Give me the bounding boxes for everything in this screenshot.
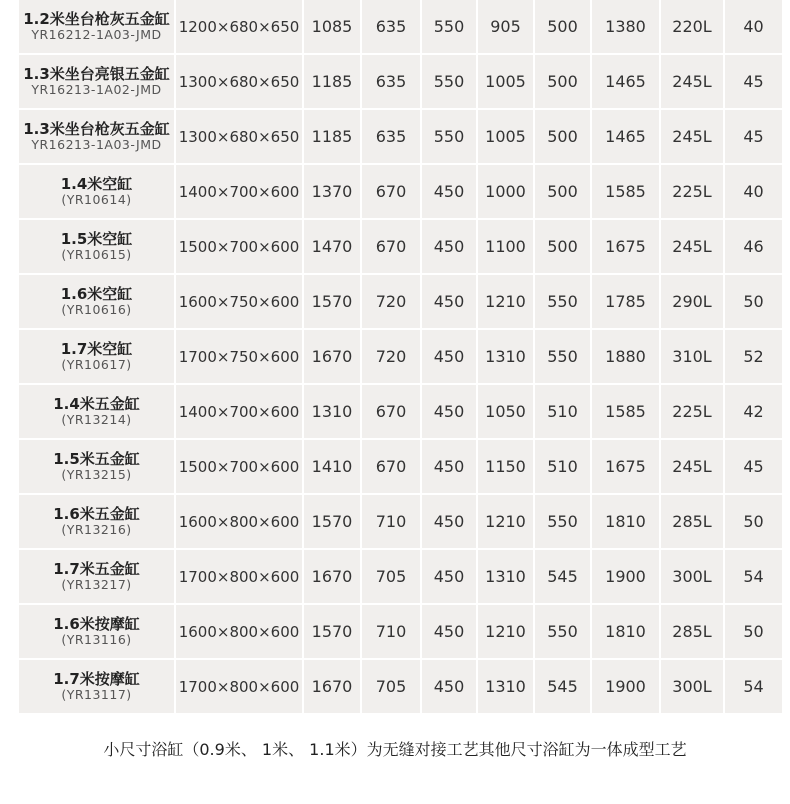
model-code: YR16213-1A03-JMD (31, 136, 162, 152)
value-cell-2: 670 (362, 385, 422, 440)
model-cell (19, 605, 176, 660)
model-code: (YR13117) (61, 686, 132, 702)
value-cell-1: 1670 (304, 550, 362, 605)
value-cell-3: 550 (422, 110, 478, 165)
value-cell-5: 550 (535, 330, 592, 385)
volume-cell: 310L (661, 330, 725, 385)
value-cell-1: 1185 (304, 55, 362, 110)
value-cell-5: 500 (535, 110, 592, 165)
volume-cell: 225L (661, 165, 725, 220)
value-cell-4: 1310 (478, 550, 535, 605)
value-cell-3: 550 (422, 55, 478, 110)
model-name: 1.3米坐台亮银五金缸 (23, 64, 170, 83)
volume-cell: 220L (661, 0, 725, 55)
value-cell-6: 1900 (592, 660, 661, 715)
weight-cell: 50 (725, 605, 782, 660)
value-cell-3: 450 (422, 165, 478, 220)
value-cell-5: 550 (535, 605, 592, 660)
value-cell-4: 1310 (478, 660, 535, 715)
volume-cell: 290L (661, 275, 725, 330)
model-name: 1.2米坐台枪灰五金缸 (23, 9, 170, 28)
value-cell-4: 1100 (478, 220, 535, 275)
value-cell-4: 1310 (478, 330, 535, 385)
model-code: (YR13214) (61, 411, 132, 427)
value-cell-6: 1675 (592, 440, 661, 495)
model-code: YR16212-1A03-JMD (31, 26, 162, 42)
size-cell: 1500×700×600 (176, 220, 304, 275)
value-cell-4: 1050 (478, 385, 535, 440)
weight-cell: 54 (725, 550, 782, 605)
table-row (19, 220, 782, 275)
model-name: 1.6米按摩缸 (53, 614, 140, 633)
size-cell: 1700×800×600 (176, 660, 304, 715)
value-cell-5: 500 (535, 220, 592, 275)
value-cell-2: 720 (362, 275, 422, 330)
value-cell-2: 720 (362, 330, 422, 385)
value-cell-2: 635 (362, 55, 422, 110)
spec-table-body (19, 0, 782, 715)
size-cell: 1600×800×600 (176, 605, 304, 660)
value-cell-5: 550 (535, 275, 592, 330)
model-name: 1.6米空缸 (60, 284, 133, 303)
size-cell: 1500×700×600 (176, 440, 304, 495)
model-code: (YR13116) (61, 631, 132, 647)
model-cell (19, 220, 176, 275)
value-cell-3: 550 (422, 0, 478, 55)
value-cell-6: 1900 (592, 550, 661, 605)
value-cell-6: 1585 (592, 385, 661, 440)
value-cell-1: 1185 (304, 110, 362, 165)
value-cell-1: 1570 (304, 495, 362, 550)
size-cell: 1700×750×600 (176, 330, 304, 385)
model-cell (19, 0, 176, 55)
value-cell-3: 450 (422, 220, 478, 275)
model-code: (YR13217) (61, 576, 132, 592)
table-row (19, 495, 782, 550)
weight-cell: 45 (725, 55, 782, 110)
size-cell: 1700×800×600 (176, 550, 304, 605)
model-name: 1.6米五金缸 (53, 504, 140, 523)
model-code: (YR10617) (61, 356, 132, 372)
value-cell-2: 705 (362, 550, 422, 605)
table-row (19, 605, 782, 660)
value-cell-5: 545 (535, 660, 592, 715)
model-code: YR16213-1A02-JMD (31, 81, 162, 97)
model-name: 1.4米五金缸 (53, 394, 140, 413)
volume-cell: 300L (661, 660, 725, 715)
value-cell-4: 1005 (478, 55, 535, 110)
value-cell-3: 450 (422, 550, 478, 605)
value-cell-5: 545 (535, 550, 592, 605)
value-cell-1: 1410 (304, 440, 362, 495)
volume-cell: 245L (661, 220, 725, 275)
value-cell-4: 1210 (478, 495, 535, 550)
model-code: (YR13215) (61, 466, 132, 482)
weight-cell: 45 (725, 110, 782, 165)
value-cell-1: 1670 (304, 330, 362, 385)
value-cell-1: 1370 (304, 165, 362, 220)
value-cell-2: 670 (362, 440, 422, 495)
model-name: 1.3米坐台枪灰五金缸 (23, 119, 170, 138)
value-cell-5: 500 (535, 165, 592, 220)
value-cell-6: 1880 (592, 330, 661, 385)
size-cell: 1200×680×650 (176, 0, 304, 55)
table-row (19, 440, 782, 495)
model-name: 1.7米按摩缸 (53, 669, 140, 688)
model-code: (YR10614) (61, 191, 132, 207)
model-cell (19, 275, 176, 330)
weight-cell: 40 (725, 0, 782, 55)
volume-cell: 285L (661, 605, 725, 660)
size-cell: 1600×750×600 (176, 275, 304, 330)
value-cell-2: 670 (362, 220, 422, 275)
model-name: 1.4米空缸 (60, 174, 133, 193)
weight-cell: 46 (725, 220, 782, 275)
size-cell: 1300×680×650 (176, 55, 304, 110)
weight-cell: 50 (725, 275, 782, 330)
table-row (19, 385, 782, 440)
value-cell-6: 1465 (592, 110, 661, 165)
value-cell-4: 905 (478, 0, 535, 55)
volume-cell: 245L (661, 440, 725, 495)
value-cell-6: 1380 (592, 0, 661, 55)
value-cell-3: 450 (422, 440, 478, 495)
weight-cell: 45 (725, 440, 782, 495)
value-cell-1: 1670 (304, 660, 362, 715)
value-cell-3: 450 (422, 275, 478, 330)
weight-cell: 42 (725, 385, 782, 440)
volume-cell: 245L (661, 55, 725, 110)
model-cell (19, 55, 176, 110)
value-cell-2: 635 (362, 0, 422, 55)
size-cell: 1400×700×600 (176, 385, 304, 440)
value-cell-4: 1005 (478, 110, 535, 165)
model-cell (19, 440, 176, 495)
model-name: 1.7米空缸 (60, 339, 133, 358)
value-cell-4: 1210 (478, 605, 535, 660)
model-name: 1.5米五金缸 (53, 449, 140, 468)
model-cell (19, 165, 176, 220)
value-cell-1: 1085 (304, 0, 362, 55)
size-cell: 1400×700×600 (176, 165, 304, 220)
value-cell-3: 450 (422, 495, 478, 550)
value-cell-2: 710 (362, 605, 422, 660)
model-code: (YR10616) (61, 301, 132, 317)
value-cell-2: 635 (362, 110, 422, 165)
value-cell-5: 500 (535, 55, 592, 110)
value-cell-5: 550 (535, 495, 592, 550)
value-cell-5: 510 (535, 385, 592, 440)
weight-cell: 50 (725, 495, 782, 550)
table-row (19, 110, 782, 165)
size-cell: 1300×680×650 (176, 110, 304, 165)
model-cell (19, 660, 176, 715)
value-cell-6: 1465 (592, 55, 661, 110)
model-code: (YR10615) (61, 246, 132, 262)
weight-cell: 54 (725, 660, 782, 715)
value-cell-3: 450 (422, 330, 478, 385)
table-row (19, 330, 782, 385)
value-cell-4: 1210 (478, 275, 535, 330)
value-cell-6: 1585 (592, 165, 661, 220)
model-cell (19, 330, 176, 385)
model-cell (19, 550, 176, 605)
volume-cell: 285L (661, 495, 725, 550)
table-row (19, 165, 782, 220)
model-cell (19, 385, 176, 440)
value-cell-3: 450 (422, 385, 478, 440)
value-cell-2: 670 (362, 165, 422, 220)
value-cell-1: 1570 (304, 605, 362, 660)
model-cell (19, 495, 176, 550)
table-row (19, 660, 782, 715)
model-name: 1.7米五金缸 (53, 559, 140, 578)
model-cell (19, 110, 176, 165)
value-cell-4: 1150 (478, 440, 535, 495)
value-cell-1: 1570 (304, 275, 362, 330)
volume-cell: 245L (661, 110, 725, 165)
size-cell: 1600×800×600 (176, 495, 304, 550)
weight-cell: 40 (725, 165, 782, 220)
spec-table-container (19, 0, 782, 715)
value-cell-3: 450 (422, 605, 478, 660)
volume-cell: 300L (661, 550, 725, 605)
volume-cell: 225L (661, 385, 725, 440)
value-cell-1: 1470 (304, 220, 362, 275)
value-cell-5: 500 (535, 0, 592, 55)
value-cell-6: 1810 (592, 495, 661, 550)
table-row (19, 275, 782, 330)
value-cell-3: 450 (422, 660, 478, 715)
value-cell-5: 510 (535, 440, 592, 495)
value-cell-1: 1310 (304, 385, 362, 440)
table-row (19, 0, 782, 55)
bathtub-spec-table (19, 0, 782, 715)
value-cell-2: 705 (362, 660, 422, 715)
model-name: 1.5米空缸 (60, 229, 133, 248)
value-cell-2: 710 (362, 495, 422, 550)
value-cell-6: 1675 (592, 220, 661, 275)
table-row (19, 550, 782, 605)
table-row (19, 55, 782, 110)
footnote: 小尺寸浴缸（0.9米、 1米、 1.1米）为无缝对接工艺其他尺寸浴缸为一体成型工艺 (103, 740, 687, 759)
weight-cell: 52 (725, 330, 782, 385)
value-cell-6: 1810 (592, 605, 661, 660)
value-cell-4: 1000 (478, 165, 535, 220)
model-code: (YR13216) (61, 521, 132, 537)
value-cell-6: 1785 (592, 275, 661, 330)
